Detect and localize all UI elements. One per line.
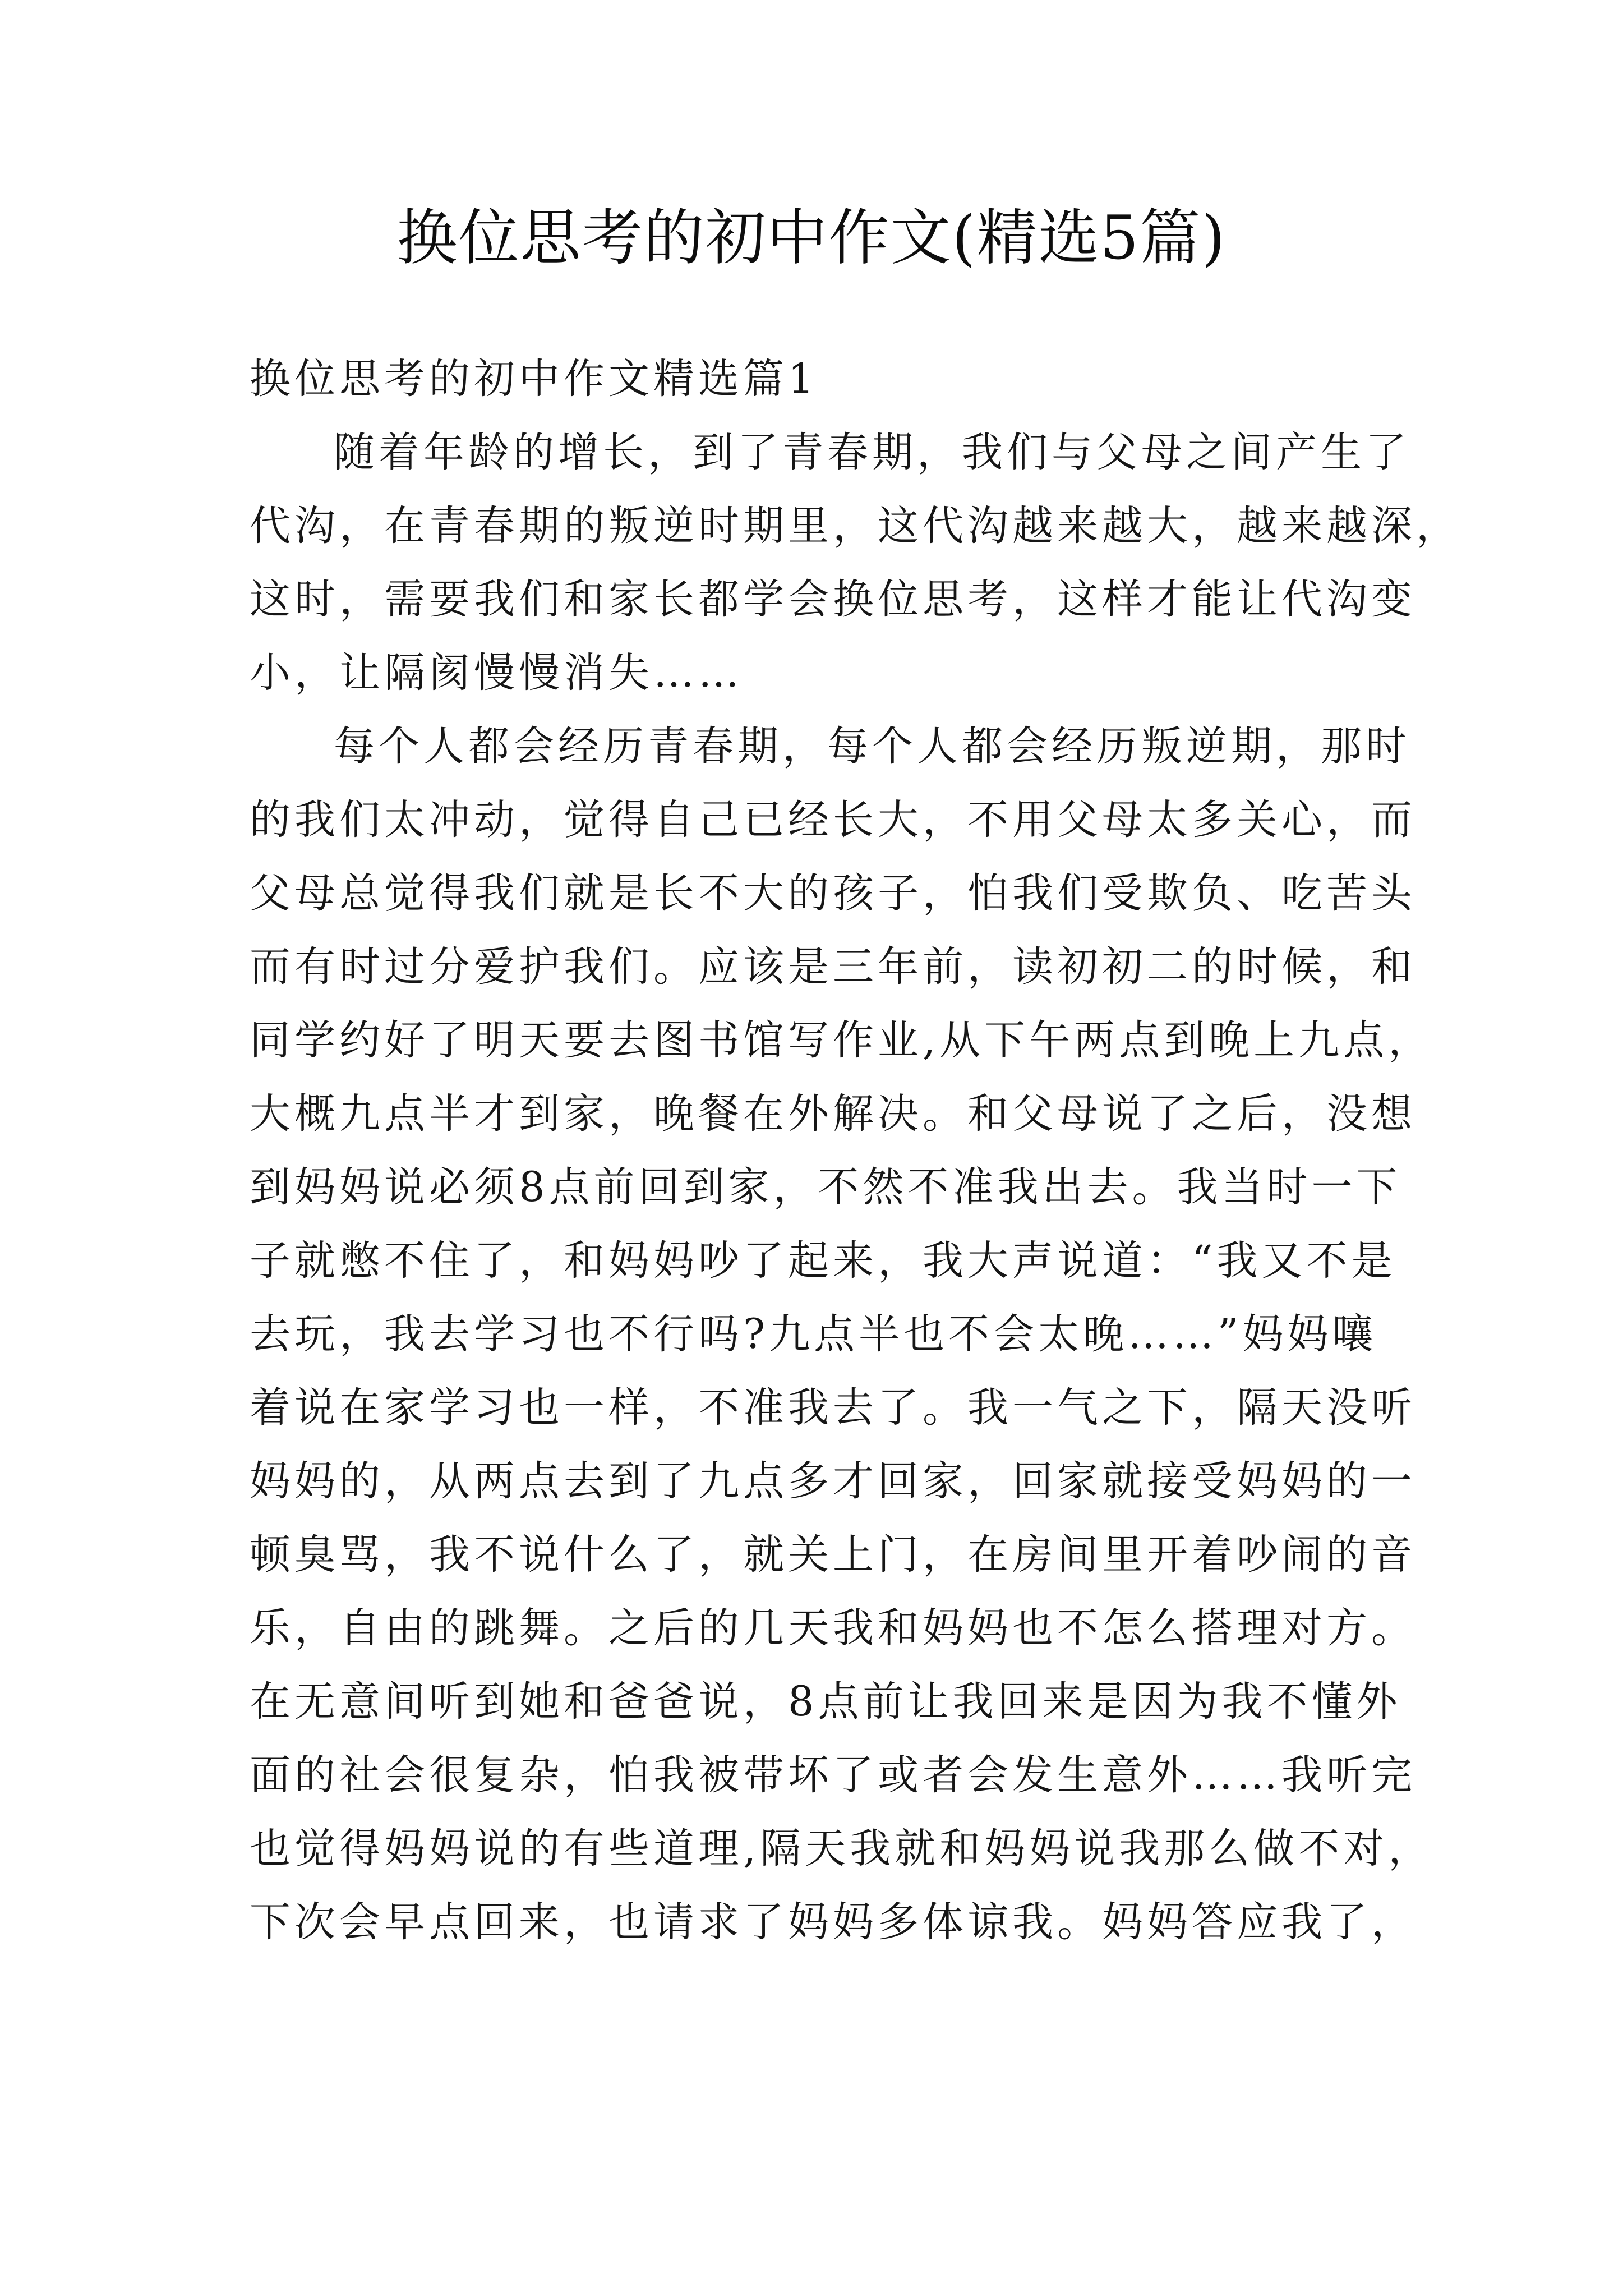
paragraph-line: 而有时过分爱护我们。应该是三年前，读初初二的时候，和 [250, 943, 1416, 991]
paragraph-line: 乐，自由的跳舞。之后的几天我和妈妈也不怎么搭理对方。 [250, 1604, 1416, 1652]
paragraph-line: 到妈妈说必须8点前回到家，不然不准我出去。我当时一下 [250, 1163, 1401, 1211]
paragraph-line: 代沟，在青春期的叛逆时期里，这代沟越来越大，越来越深， [250, 502, 1461, 550]
paragraph-line: 妈妈的，从两点去到了九点多才回家，回家就接受妈妈的一 [250, 1457, 1416, 1505]
paragraph-line: 的我们太冲动，觉得自己已经长大，不用父母太多关心，而 [250, 796, 1416, 844]
paragraph-line: 下次会早点回来，也请求了妈妈多体谅我。妈妈答应我了， [250, 1898, 1416, 1946]
section-heading: 换位思考的初中作文精选篇1 [250, 355, 818, 403]
paragraph-line: 子就憋不住了，和妈妈吵了起来，我大声说道：“我又不是 [250, 1237, 1396, 1285]
paragraph-line: 同学约好了明天要去图书馆写作业,从下午两点到晚上九点， [250, 1016, 1433, 1064]
paragraph-1 [250, 416, 1461, 710]
paragraph-line: 这时，需要我们和家长都学会换位思考，这样才能让代沟变 [250, 576, 1416, 623]
paragraph-line: 小，让隔阂慢慢消失…… [250, 649, 743, 697]
paragraph-line: 大概九点半才到家，晚餐在外解决。和父母说了之后，没想 [250, 1090, 1416, 1138]
paragraph-2 [250, 710, 1433, 1959]
document-body [250, 342, 1461, 1959]
paragraph-line: 在无意间听到她和爸爸说，8点前让我回来是因为我不懂外 [250, 1678, 1401, 1726]
paragraph-line: 着说在家学习也一样，不准我去了。我一气之下，隔天没听 [250, 1384, 1416, 1432]
document-title: 换位思考的初中作文(精选5篇) [396, 203, 1227, 273]
paragraph-line: 每个人都会经历青春期，每个人都会经历叛逆期，那时 [334, 723, 1410, 770]
paragraph-line: 父母总觉得我们就是长不大的孩子，怕我们受欺负、吃苦头 [250, 869, 1416, 917]
paragraph-line: 去玩，我去学习也不行吗?九点半也不会太晚……”妈妈嚷 [250, 1310, 1377, 1358]
paragraph-line: 随着年龄的增长，到了青春期，我们与父母之间产生了 [334, 429, 1410, 476]
paragraph-line: 顿臭骂，我不说什么了，就关上门，在房间里开着吵闹的音 [250, 1531, 1416, 1579]
paragraph-line: 面的社会很复杂，怕我被带坏了或者会发生意外……我听完 [250, 1751, 1416, 1799]
paragraph-line: 也觉得妈妈说的有些道理,隔天我就和妈妈说我那么做不对， [250, 1825, 1433, 1872]
